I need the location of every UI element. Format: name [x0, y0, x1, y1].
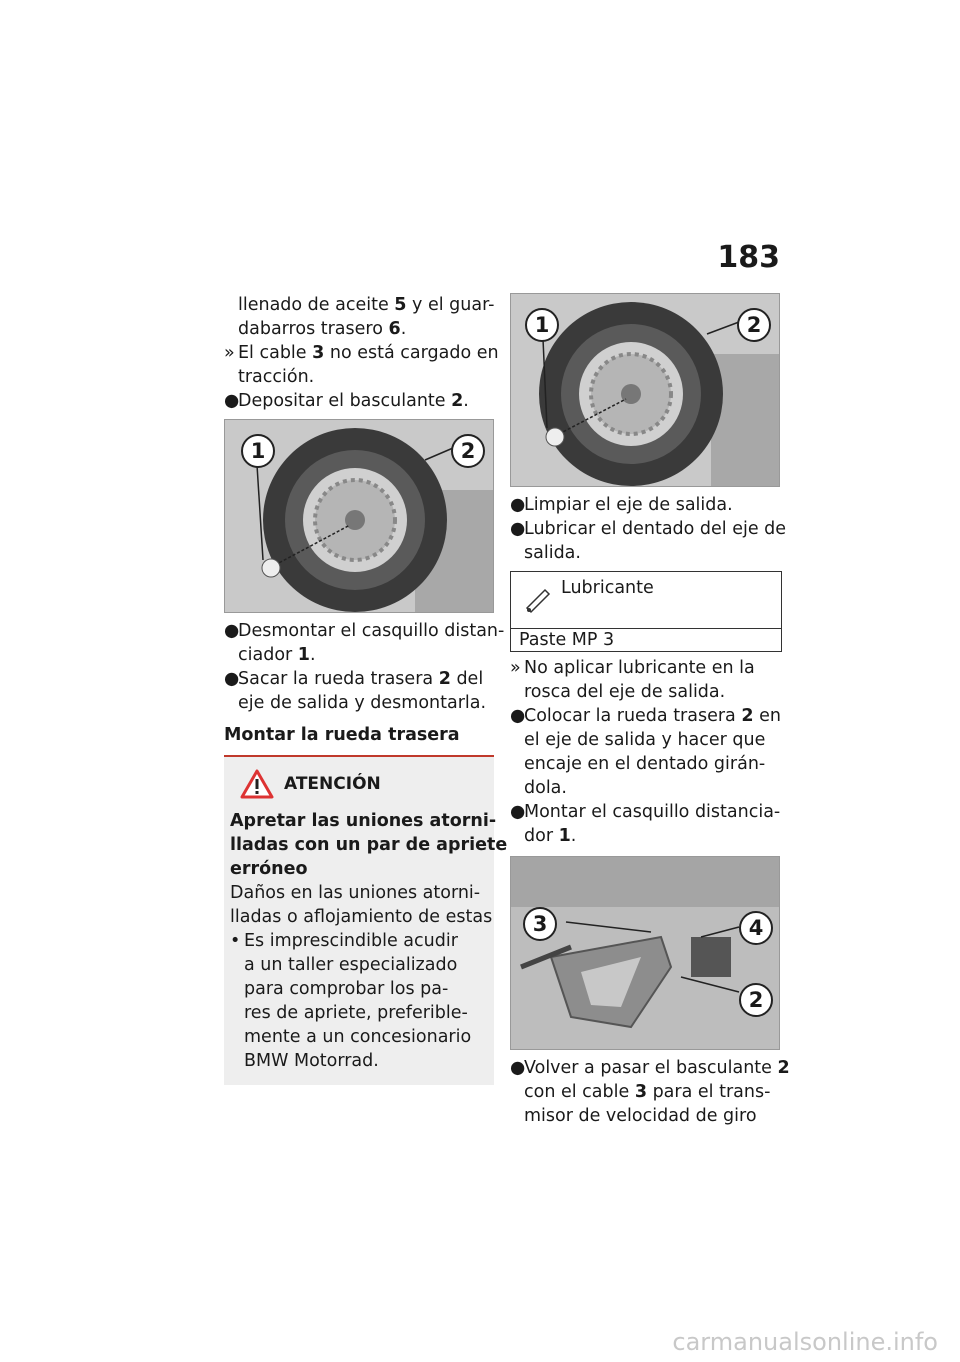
text-span: res de apriete, preferible-: [244, 1003, 468, 1023]
lubricant-table: [510, 571, 782, 652]
text-span: el eje de salida y hacer que: [524, 730, 766, 750]
text-line: Daños en las uniones atorni-: [230, 883, 481, 903]
text-line: [510, 517, 787, 541]
attention-title: ATENCIÓN: [284, 774, 381, 794]
text-span: en: [753, 706, 781, 726]
left-mid-text: [224, 619, 505, 715]
text-span: Sacar la rueda trasera: [238, 669, 439, 689]
text-span: del: [450, 669, 484, 689]
callout-4: 4: [739, 911, 773, 945]
bullet-marker-icon: •: [230, 931, 241, 951]
bullet-marker-icon: ●: [224, 669, 240, 689]
reference-number: 3: [312, 343, 325, 363]
text-span: No aplicar lubricante en la: [524, 658, 755, 678]
text-line: [510, 704, 782, 728]
text-span: tracción.: [238, 367, 315, 387]
text-span: Volver a pasar el basculante: [524, 1058, 778, 1078]
bullet-marker-icon: ●: [510, 495, 526, 515]
text-span: Lubricar el dentado del eje de: [524, 519, 787, 539]
attention-heading: [230, 769, 488, 799]
rear-wheel-figure: [224, 419, 494, 613]
text-line: [224, 341, 499, 365]
text-span: no está cargado en: [324, 343, 499, 363]
text-line: [230, 977, 488, 1001]
lubricant-value: Paste MP 3: [519, 630, 615, 650]
text-line: erróneo: [230, 859, 308, 879]
callout-1: 1: [525, 308, 559, 342]
reference-number: 2: [451, 391, 464, 411]
text-span: BMW Motorrad.: [244, 1051, 379, 1071]
text-line: [510, 541, 782, 565]
text-line: [224, 317, 494, 341]
text-line: [230, 1025, 488, 1049]
attention-bullet: [230, 929, 488, 1073]
text-span: .: [570, 826, 577, 846]
text-line: [510, 1080, 782, 1104]
reference-number: 1: [558, 826, 571, 846]
text-span: .: [463, 391, 469, 411]
text-span: encaje en el dentado girán-: [524, 754, 766, 774]
text-line: [510, 728, 782, 752]
callout-1: 1: [241, 434, 275, 468]
watermark: carmanualsonline.info: [672, 1328, 938, 1356]
text-span: dola.: [524, 778, 567, 798]
text-line: [230, 929, 488, 953]
text-span: salida.: [524, 543, 581, 563]
swingarm-illustration: [511, 857, 779, 1049]
reference-number: 6: [388, 319, 401, 339]
callout-3: 3: [523, 907, 557, 941]
text-line: lladas o aflojamiento de estas: [230, 907, 493, 927]
text-line: Apretar las uniones atorni-: [230, 811, 497, 831]
reference-number: 2: [741, 706, 754, 726]
result-marker-icon: »: [510, 658, 521, 678]
text-span: .: [400, 319, 407, 339]
text-line: [510, 656, 782, 680]
bullet-marker-icon: ●: [510, 1058, 526, 1078]
bullet-marker-icon: ●: [510, 802, 526, 822]
callout-2: 2: [737, 308, 771, 342]
text-line: [510, 776, 782, 800]
text-span: y el guar-: [406, 295, 495, 315]
reference-number: 5: [394, 295, 407, 315]
lubricant-icon: [523, 584, 553, 614]
text-line: [510, 800, 782, 824]
text-line: [224, 643, 494, 667]
text-line: [230, 1049, 488, 1073]
attention-box: [224, 757, 508, 1085]
text-span: El cable: [238, 343, 313, 363]
text-line: [230, 1001, 488, 1025]
bullet-marker-icon: ●: [224, 391, 240, 411]
right-text-c: [510, 1056, 790, 1128]
text-line: [224, 667, 494, 691]
text-span: ciador: [238, 645, 298, 665]
text-line: [224, 293, 494, 317]
text-span: rosca del eje de salida.: [524, 682, 726, 702]
text-line: [224, 365, 494, 389]
text-span: llenado de aceite: [238, 295, 395, 315]
reference-number: 2: [438, 669, 451, 689]
swingarm-figure: [510, 856, 780, 1050]
warning-icon: [240, 769, 274, 799]
text-line: [224, 691, 494, 715]
text-span: mente a un concesionario: [244, 1027, 472, 1047]
right-text-b: [510, 656, 782, 848]
section-title: Montar la rueda trasera: [224, 723, 494, 757]
text-span: Colocar la rueda trasera: [524, 706, 742, 726]
text-line: [230, 953, 488, 977]
text-span: a un taller especializado: [244, 955, 458, 975]
text-span: Es imprescindible acudir: [244, 931, 458, 951]
text-line: [510, 1056, 790, 1080]
left-top-text: [224, 293, 499, 413]
callout-2: 2: [739, 983, 773, 1017]
reference-number: 1: [297, 645, 310, 665]
text-line: [224, 389, 494, 413]
bullet-marker-icon: ●: [224, 621, 240, 641]
text-span: eje de salida y desmontarla.: [238, 693, 487, 713]
reference-number: 3: [634, 1082, 648, 1102]
page-number: 183: [717, 240, 780, 275]
text-line: [510, 680, 782, 704]
result-marker-icon: »: [224, 343, 235, 363]
text-span: dabarros trasero: [238, 319, 389, 339]
lubricant-label: Lubricante: [561, 578, 654, 598]
text-line: [510, 752, 782, 776]
callout-2: 2: [451, 434, 485, 468]
text-line: [510, 1104, 782, 1128]
text-span: Depositar el basculante: [238, 391, 452, 411]
rear-wheel-figure-2: [510, 293, 780, 487]
bullet-marker-icon: ●: [510, 706, 526, 726]
bullet-marker-icon: ●: [510, 519, 526, 539]
left-column: [224, 293, 508, 1085]
text-line: [510, 493, 782, 517]
attention-text: [230, 881, 493, 929]
text-line: [224, 619, 505, 643]
attention-bold-text: [230, 809, 508, 881]
text-span: dor: [524, 826, 559, 846]
text-span: Limpiar el eje de salida.: [524, 495, 733, 515]
text-line: lladas con un par de apriete: [230, 835, 508, 855]
text-span: .: [309, 645, 316, 665]
text-span: Desmontar el casquillo distan-: [238, 621, 505, 641]
text-span: misor de velocidad de giro: [524, 1106, 757, 1126]
text-span: Montar el casquillo distancia-: [524, 802, 781, 822]
right-text-a: [510, 493, 787, 565]
text-line: [510, 824, 782, 848]
text-span: para comprobar los pa-: [244, 979, 449, 999]
text-span: con el cable: [524, 1082, 635, 1102]
right-column: [510, 293, 790, 1128]
reference-number: 2: [777, 1058, 790, 1078]
text-span: para el trans-: [647, 1082, 771, 1102]
